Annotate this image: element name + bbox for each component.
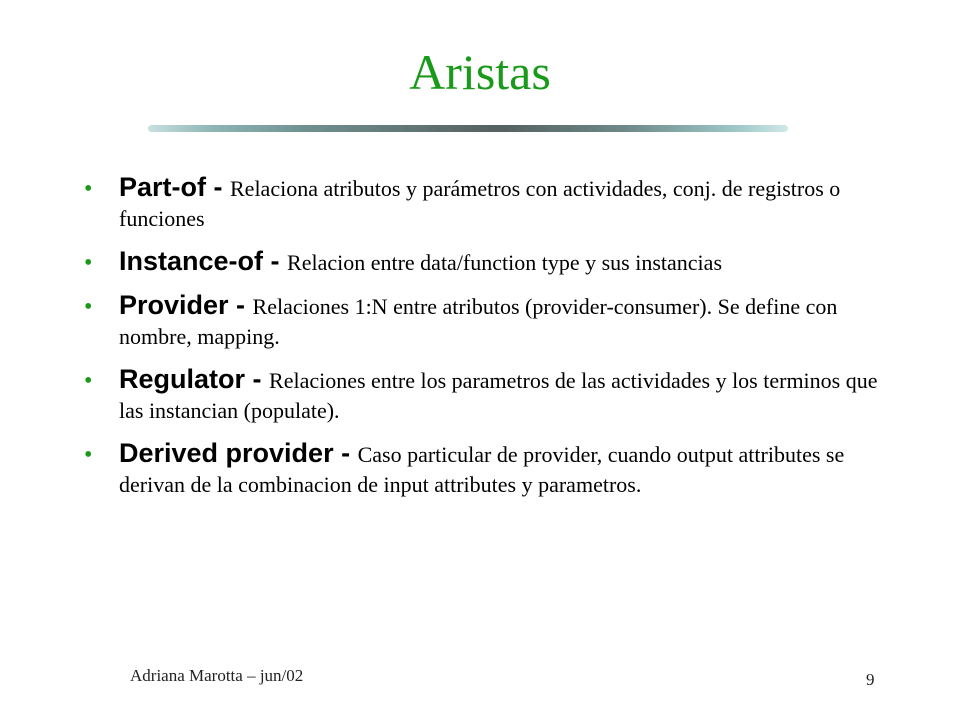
slide-title: Aristas	[409, 44, 551, 100]
bullet-list	[84, 172, 884, 512]
bullet-marker-icon: •	[84, 368, 93, 394]
bullet-term: Instance-of -	[119, 246, 288, 276]
footer-author: Adriana Marotta – jun/02	[130, 666, 304, 685]
bullet-text: Relaciones 1:N entre atributos (provider-consumer). Se define con nombre, mapping.	[119, 294, 838, 349]
bullet-item-derived-provider	[84, 438, 884, 500]
bullet-text: Caso particular de provider, cuando output attributes se derivan de la combinacion de input attributes y parametros.	[119, 442, 845, 497]
bullet-item-instance-of	[84, 246, 884, 278]
title-divider	[148, 125, 788, 132]
bullet-marker-icon: •	[84, 442, 93, 468]
bullet-item-regulator	[84, 364, 884, 426]
bullet-item-part-of	[84, 172, 884, 234]
bullet-term: Part-of -	[119, 172, 230, 202]
bullet-term: Derived provider -	[119, 438, 358, 468]
bullet-term: Provider -	[119, 290, 253, 320]
bullet-text: Relacion entre data/function type y sus instancias	[287, 250, 722, 275]
bullet-item-provider	[84, 290, 884, 352]
bullet-text: Relaciona atributos y parámetros con actividades, conj. de registros o funciones	[119, 176, 841, 231]
bullet-marker-icon: •	[84, 294, 93, 320]
bullet-marker-icon: •	[84, 176, 93, 202]
bullet-text: Relaciones entre los parametros de las actividades y los terminos que las instancian (populate).	[119, 368, 878, 423]
page-number: 9	[866, 670, 875, 689]
bullet-term: Regulator -	[119, 364, 270, 394]
bullet-marker-icon: •	[84, 250, 93, 276]
